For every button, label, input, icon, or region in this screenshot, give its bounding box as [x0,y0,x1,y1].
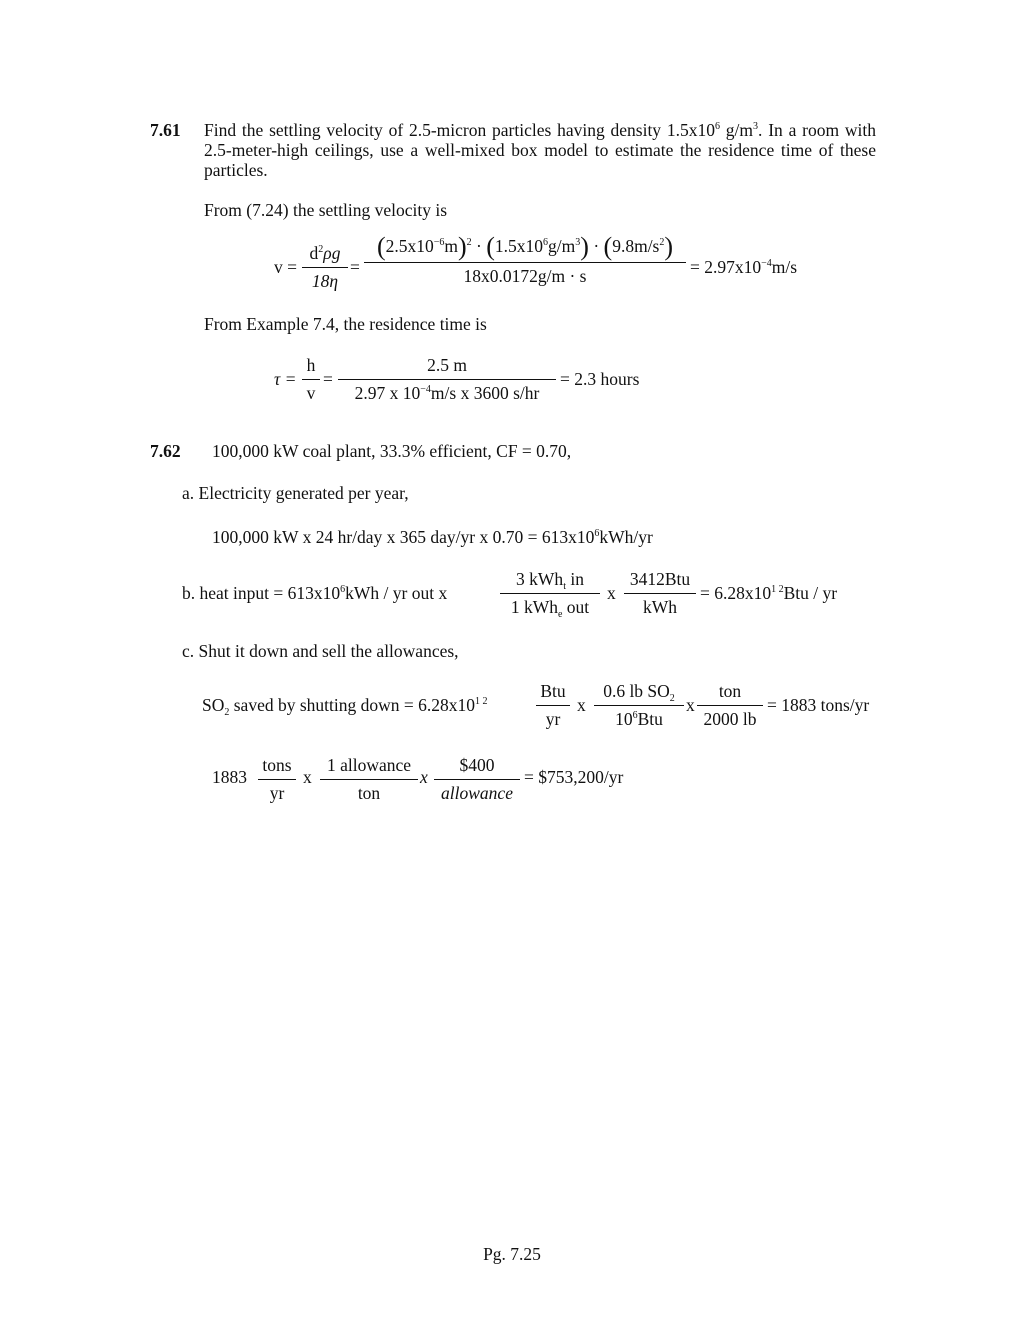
ton-per-lb-fraction: ton 2000 lb [697,683,763,728]
velocity-intro-text: From (7.24) the settling velocity is [204,200,448,220]
part-c-label: c. Shut it down and sell the allowances, [182,641,459,661]
problem-statement-7-62: 100,000 kW coal plant, 33.3% efficient, CF = 0.70, [212,441,572,461]
so2-emission-rate-fraction: 0.6 lb $SO_2$ $10^6Btu$ [594,683,684,728]
h-over-v-fraction: h v [302,357,320,402]
kwh-ratio-fraction: 3 kWh$_t$ in 1 kWh$_e$ out [500,571,600,616]
velocity-result: = $2.97x10^{-4}m/s$ [690,257,798,277]
tons-per-yr-fraction: tons yr [258,757,296,802]
heat-input-result: = $6.28x10^{1 2}Btu$ / yr [700,583,838,603]
velocity-substitution-fraction: $(2.5x10^{-6}m)^2 \cdot (1.5x10^6g/m^3) \cdot (9.8m/s^2)$ 18x0.0172g/m · s [364,238,686,285]
allowance-value-result: = $753,200/yr [524,767,624,787]
residence-intro-text: From Example 7.4, the residence time is [204,314,487,334]
dollars-per-allowance-fraction: $400 allowance [434,757,520,802]
btu-per-kwh-fraction: 3412Btu kWh [624,571,696,616]
allowance-per-ton-fraction: 1 allowance ton [320,757,418,802]
velocity-formula-fraction: $d^2\rho g$ 18η [302,245,348,290]
problem-number-7-61: 7.61 [150,120,181,140]
problem-statement-7-61: Find the settling velocity of 2.5-micron particles having density $1.5x10^6$ $g/m^3$. In a room with 2.5-meter-high ceilings, use a well-mixed box model to estimate the residence time of these particles. [204,120,876,180]
residence-result: = 2.3 hours [560,369,640,389]
btu-per-yr-fraction: Btu yr [536,683,570,728]
so2-saved-result: = 1883 tons/yr [767,695,870,715]
problem-number-7-62: 7.62 [150,441,181,461]
part-a-label: a. Electricity generated per year, [182,483,409,503]
residence-substitution-fraction: 2.5 m 2.97 x $10^{-4}m/s$ x 3600 s/hr [338,357,556,402]
part-a-equation: 100,000 kW x 24 hr/day x 365 day/yr x $0.70 = 613x10^6kWh/yr$ [212,527,653,547]
page-number: Pg. 7.25 [483,1244,541,1264]
